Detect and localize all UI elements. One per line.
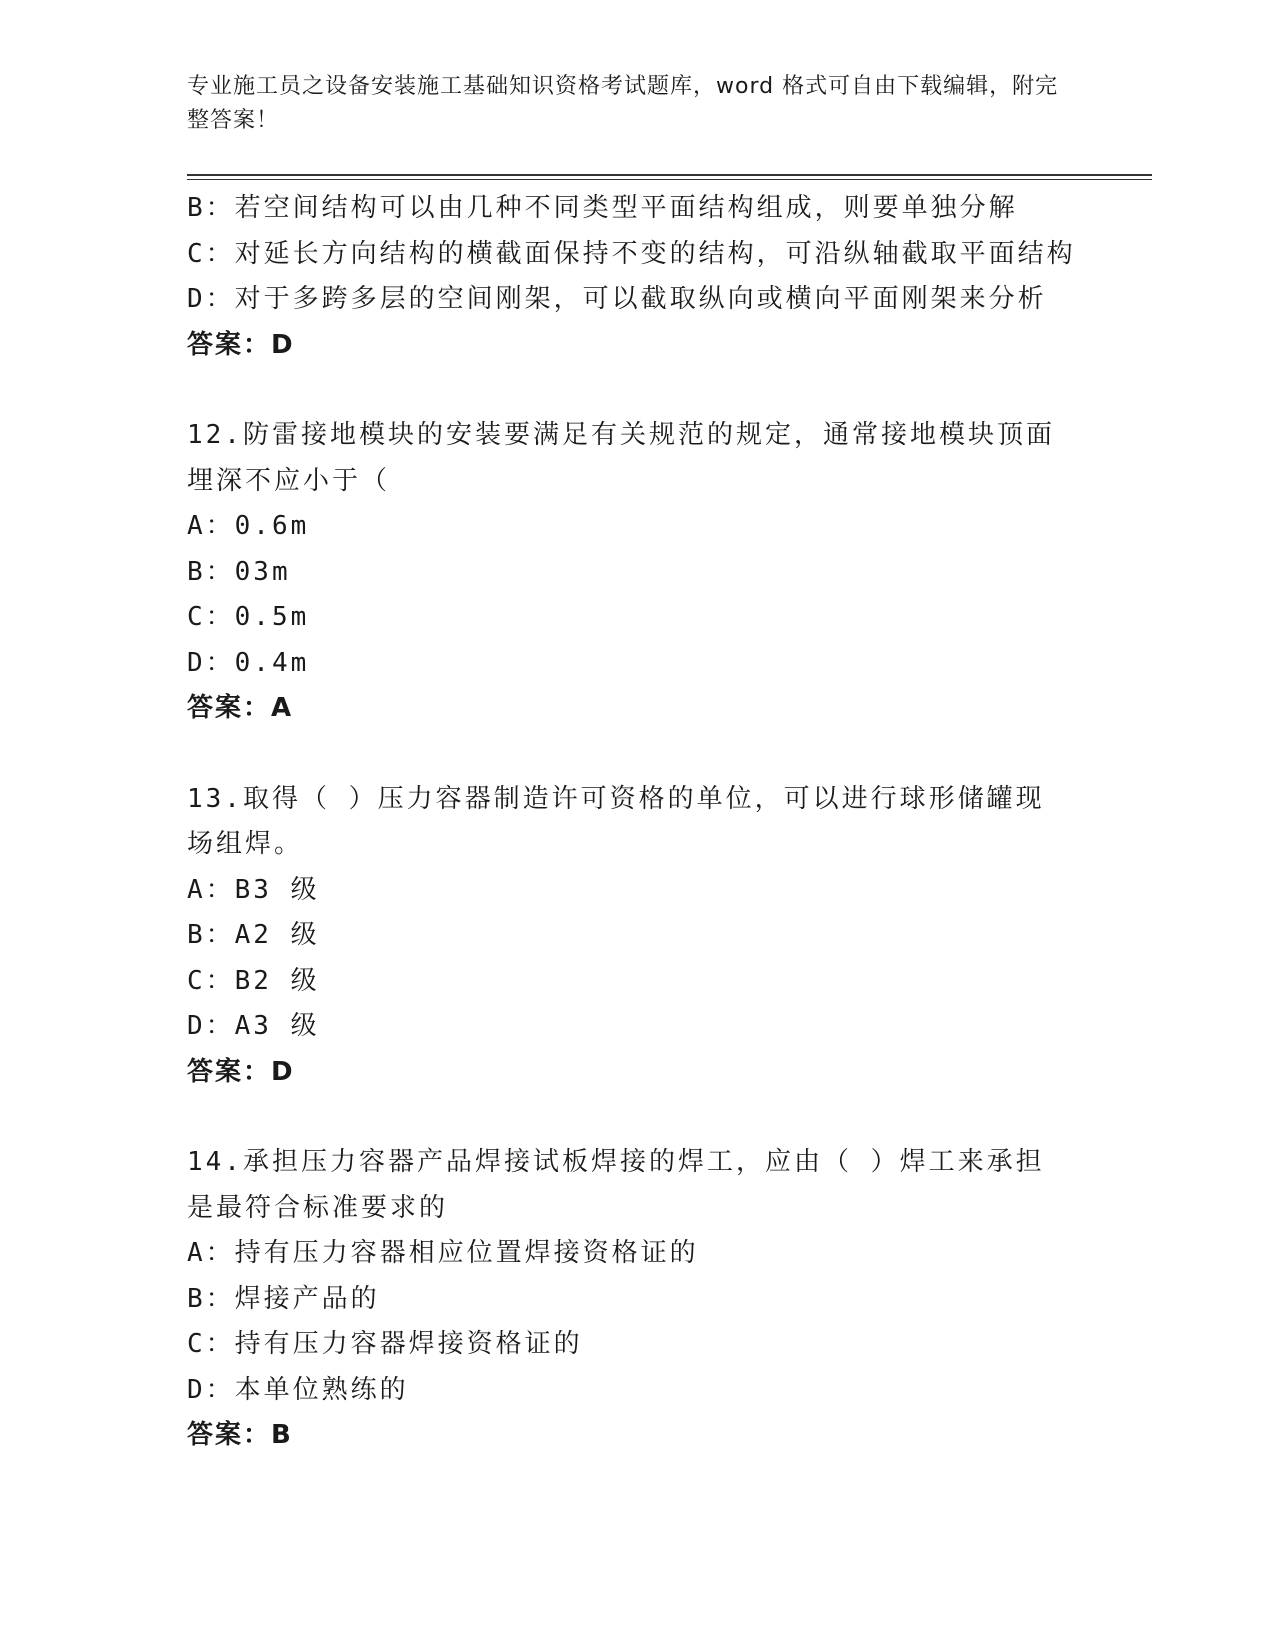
- document-header: 专业施工员之设备安装施工基础知识资格考试题库，word 格式可自由下载编辑，附完整答案！: [187, 74, 1059, 133]
- question-14: [187, 1140, 1147, 1459]
- header-divider: [187, 174, 1152, 180]
- question-12: [187, 413, 1147, 732]
- option-a: A：B3 级: [187, 874, 320, 905]
- answer-line: 答案：D: [187, 1056, 295, 1087]
- option-c: C：对延长方向结构的横截面保持不变的结构，可沿纵轴截取平面结构: [187, 238, 1076, 269]
- option-d: D：0.4m: [187, 647, 310, 678]
- question-text: 14.承担压力容器产品焊接试板焊接的焊工，应由（ ）焊工来承担是最符合标准要求的: [187, 1147, 1045, 1223]
- question-13: [187, 777, 1147, 1096]
- option-a: A：持有压力容器相应位置焊接资格证的: [187, 1238, 699, 1268]
- document-page: [187, 70, 1147, 1459]
- answer-line: 答案：B: [187, 1420, 293, 1450]
- option-b: B：焊接产品的: [187, 1283, 380, 1314]
- option-b: B：若空间结构可以由几种不同类型平面结构组成，则要单独分解: [187, 193, 1018, 223]
- option-d: D：本单位熟练的: [187, 1374, 409, 1405]
- option-c: C：B2 级: [187, 965, 320, 996]
- option-c: C：0.5m: [187, 602, 310, 632]
- question-text: 13.取得（ ）压力容器制造许可资格的单位，可以进行球形储罐现场组焊。: [187, 783, 1045, 859]
- option-c: C：持有压力容器焊接资格证的: [187, 1329, 583, 1359]
- option-d: D：对于多跨多层的空间刚架，可以截取纵向或横向平面刚架来分析: [187, 284, 1047, 314]
- answer-line: 答案：A: [187, 693, 294, 723]
- question-content: [187, 186, 1147, 1459]
- question-text: 12.防雷接地模块的安装要满足有关规范的规定，通常接地模块顶面埋深不应小于（: [187, 420, 1055, 496]
- answer-line: 答案：D: [187, 329, 295, 360]
- option-d: D：A3 级: [187, 1011, 320, 1041]
- option-b: B：03m: [187, 556, 291, 587]
- option-b: B：A2 级: [187, 920, 320, 950]
- option-a: A：0.6m: [187, 511, 310, 541]
- continued-question: [187, 186, 1147, 368]
